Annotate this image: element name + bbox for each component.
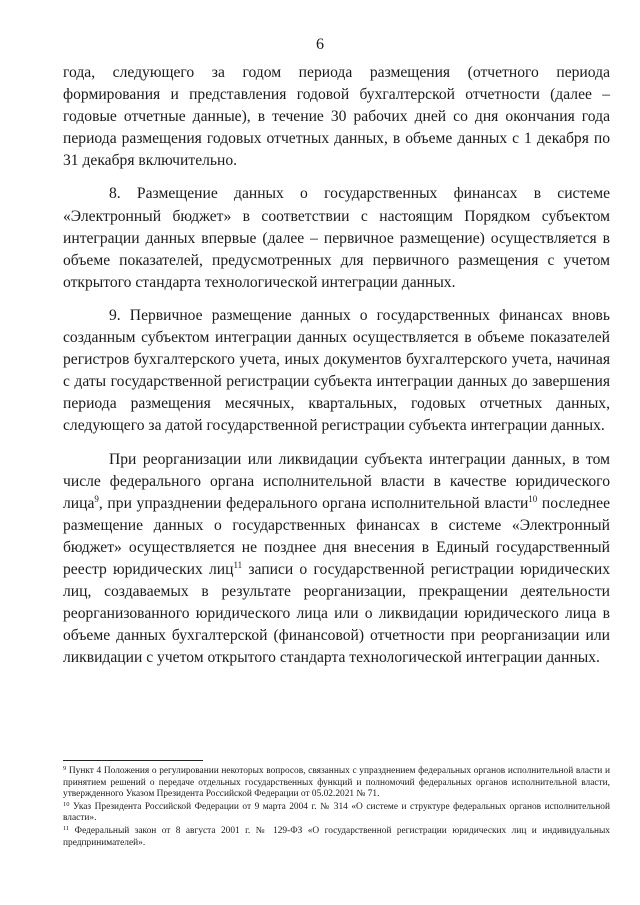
footnote-mark-9: 9 bbox=[63, 765, 67, 772]
footnote-ref-11[interactable]: 11 bbox=[233, 559, 243, 570]
footnote-10 bbox=[63, 802, 610, 825]
paragraph-reorganization-part-1: При реорганизации или ликвидации субъекта интеграции данных, в том числе федерального органа исполнительной власти в качестве юридического лица bbox=[63, 450, 610, 512]
footnote-9 bbox=[63, 766, 610, 801]
paragraph-continued: года, следующего за годом периода размещения (отчетного периода формирования и представления годовой бухгалтерской отчетности (далее – годовые отчетные данные), в течение 30 рабочих дней со дня окончания года периода размещения годовых отчетных данных, в объеме данных с 1 декабря по 31 декабря включительно. bbox=[63, 64, 610, 170]
body-text bbox=[63, 62, 610, 680]
footnote-separator bbox=[63, 760, 203, 761]
footnote-mark-10: 10 bbox=[63, 800, 70, 808]
paragraph-8: 8. Размещение данных о государственных финансах в системе «Электронный бюджет» в соответствии с настоящим Порядком субъектом интеграции данных впервые (далее – первичное размещение) осуществляется в объеме показателей, предусмотренных для первичного размещения с учетом открытого стандарта технологической интеграции данных. bbox=[63, 185, 610, 291]
footnote-ref-10[interactable]: 10 bbox=[528, 493, 538, 504]
footnote-text-9: Пункт 4 Положения о регулировании некоторых вопросов, связанных с упразднением федеральных органов исполнительной власти и принятием решений о передаче отдельных государственных функций и полномочий федеральных органов исполнительной власти, утвержденного Указом Президента Российской Федерации от 05.02.2021 № 71. bbox=[63, 766, 610, 800]
paragraph-reorganization bbox=[63, 449, 610, 670]
footnote-11 bbox=[63, 826, 610, 849]
footnote-text-11: Федеральный закон от 8 августа 2001 г. № 129-ФЗ «О государственной регистрации юридических лиц и индивидуальных предпринимателей». bbox=[63, 825, 610, 848]
footnotes bbox=[63, 766, 610, 850]
footnote-ref-9[interactable]: 9 bbox=[94, 493, 99, 504]
paragraph-reorganization-part-4: записи о государственной регистрации юридических лиц, создаваемых в результате реорганизации, прекращении деятельности реорганизованного юридического лица или о ликвидации юридического лица в объеме данных бухгалтерской (финансовой) отчетности при реорганизации или ликвидации с учетом открытого стандарта технологической интеграции данных. bbox=[63, 560, 610, 667]
paragraph-9: 9. Первичное размещение данных о государственных финансах вновь созданным субъектом интеграции данных осуществляется в объеме показателей регистров бухгалтерского учета, иных документов бухгалтерского учета, начиная с даты государственной регистрации субъекта интеграции данных до завершения периода размещения месячных, квартальных, годовых отчетных данных, следующего за датой государственной регистрации субъекта интеграции данных. bbox=[63, 306, 610, 435]
page-number: 6 bbox=[316, 36, 324, 53]
footnote-text-10: Указ Президента Российской Федерации от 9 марта 2004 г. № 314 «О системе и структуре федеральных органов исполнительной власти». bbox=[63, 801, 610, 824]
paragraph-reorganization-part-3: последнее размещение данных о государственных финансах в системе «Электронный бюджет» осуществляется не позднее дня внесения в Единый государственный реестр юридических лиц bbox=[63, 494, 610, 578]
footnote-mark-11: 11 bbox=[63, 824, 70, 832]
paragraph-reorganization-part-2: , при упразднении федерального органа исполнительной власти bbox=[98, 494, 529, 512]
